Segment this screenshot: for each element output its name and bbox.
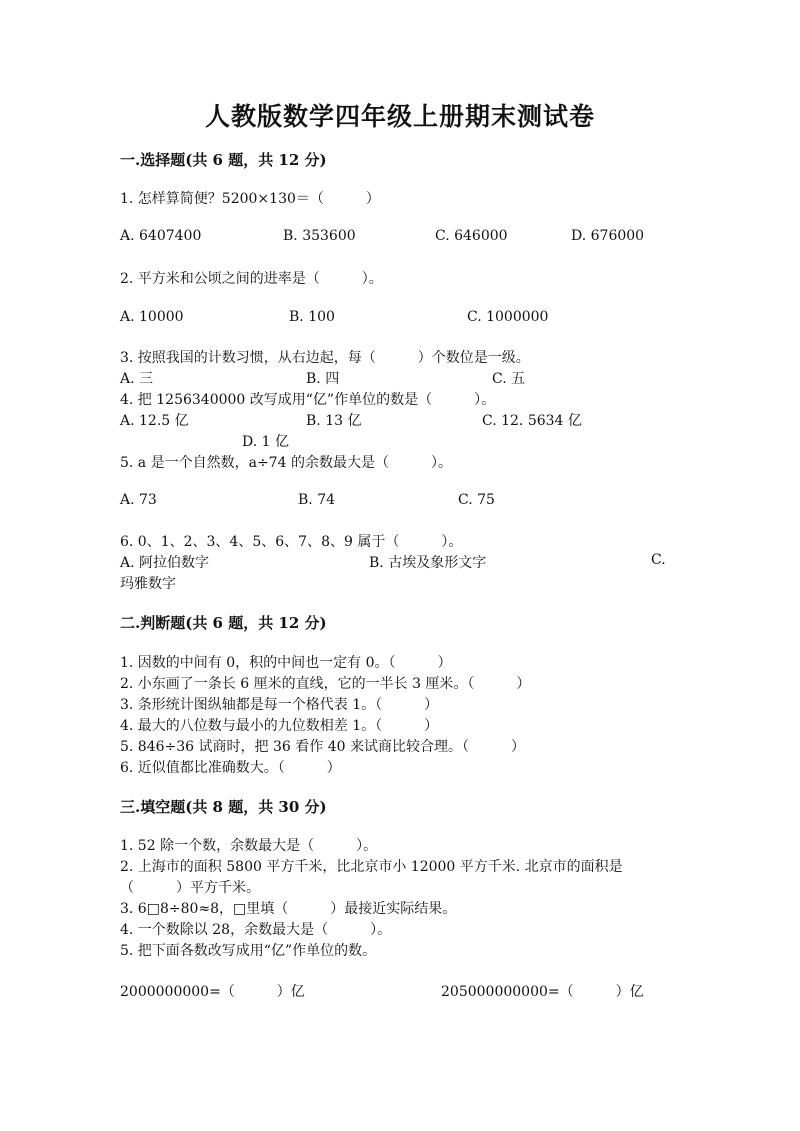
conversion-1: 2000000000=（ ）亿 <box>120 984 305 1000</box>
page-title: 人教版数学四年级上册期末测试卷 <box>204 102 595 131</box>
question-1-stem: 1. 怎样算简便？5200×130＝（ ） <box>120 191 380 207</box>
section-heading-choice: 一.选择题(共 6 题，共 12 分) <box>120 151 327 169</box>
judge-item-5: 5. 846÷36 试商时，把 36 看作 40 来试商比较合理。（ ） <box>120 739 525 755</box>
section-heading-fill-in: 三.填空题(共 8 题，共 30 分) <box>120 798 327 816</box>
fill-item-3: 3. 6□8÷80≈8，□里填（ ）最接近实际结果。 <box>120 901 457 917</box>
question-3-option-c: C. 五 <box>492 371 526 387</box>
question-6-stem: 6. 0、1、2、3、4、5、6、7、8、9 属于（ ）。 <box>120 534 463 550</box>
question-2-option-b: B. 100 <box>289 309 335 325</box>
judge-item-6: 6. 近似值都比准确数大。（ ） <box>120 760 341 776</box>
question-3-option-a: A. 三 <box>120 371 154 387</box>
judge-item-3: 3. 条形统计图纵轴都是每一个格代表 1。（ ） <box>120 697 439 713</box>
fill-item-1: 1. 52 除一个数，余数最大是（ ）。 <box>120 838 378 854</box>
question-5-option-a: A. 73 <box>120 492 157 508</box>
question-3-option-b: B. 四 <box>306 371 340 387</box>
section-heading-true-false: 二.判断题(共 6 题，共 12 分) <box>120 614 327 632</box>
question-4-option-b: B. 13 亿 <box>306 413 362 429</box>
question-1-option-c: C. 646000 <box>435 228 508 244</box>
question-1-option-d: D. 676000 <box>571 228 645 244</box>
question-4-stem: 4. 把 1256340000 改写成用“亿”作单位的数是（ ）。 <box>120 392 496 408</box>
conversion-2: 205000000000=（ ）亿 <box>441 984 644 1000</box>
fill-item-5: 5. 把下面各数改写成用“亿”作单位的数。 <box>120 943 377 959</box>
judge-item-2: 2. 小东画了一条长 6 厘米的直线，它的一半长 3 厘米。（ ） <box>120 676 531 692</box>
question-4-option-c: C. 12. 5634 亿 <box>482 413 582 429</box>
question-6-option-c-text: 玛雅数字 <box>120 576 176 592</box>
question-2-option-c: C. 1000000 <box>467 309 549 325</box>
question-2-stem: 2. 平方米和公顷之间的进率是（ ）。 <box>120 271 383 287</box>
question-1-option-b: B. 353600 <box>283 228 356 244</box>
fill-item-4: 4. 一个数除以 28，余数最大是（ ）。 <box>120 922 392 938</box>
question-5-option-c: C. 75 <box>458 492 495 508</box>
question-5-stem: 5. a 是一个自然数，a÷74 的余数最大是（ ）。 <box>120 455 452 471</box>
judge-item-4: 4. 最大的八位数与最小的九位数相差 1。（ ） <box>120 718 439 734</box>
question-5-option-b: B. 74 <box>298 492 336 508</box>
judge-item-1: 1. 因数的中间有 0，积的中间也一定有 0。（ ） <box>120 655 452 671</box>
question-4-option-a: A. 12.5 亿 <box>120 413 189 429</box>
question-1-option-a: A. 6407400 <box>120 228 202 244</box>
question-4-option-d: D. 1 亿 <box>242 434 289 450</box>
question-6-option-a: A. 阿拉伯数字 <box>120 555 210 571</box>
fill-item-2: 2. 上海市的面积 5800 平方千米，比北京市小 12000 平方千米. 北京市的面积是 <box>120 859 623 875</box>
question-2-option-a: A. 10000 <box>120 309 184 325</box>
fill-item-2-continued: （ ）平方千米。 <box>120 880 260 896</box>
question-6-option-c-label: C. <box>651 552 666 568</box>
question-3-stem: 3. 按照我国的计数习惯，从右边起，每（ ）个数位是一级。 <box>120 350 530 366</box>
question-6-option-b: B. 古埃及象形文字 <box>369 555 487 571</box>
